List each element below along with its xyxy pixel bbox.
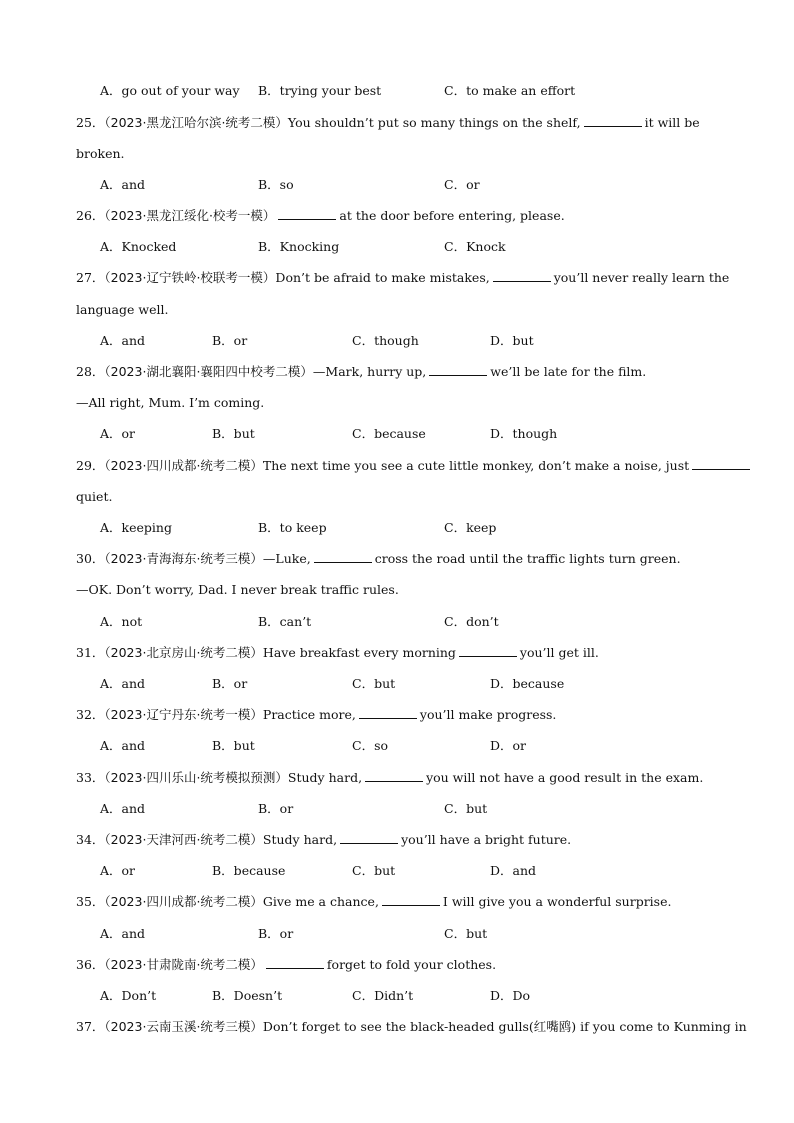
q25-text-pre: You shouldn’t put so many things on the shelf, [287, 115, 581, 130]
q32-text-post: you’ll make progress. [419, 707, 557, 722]
q34-number: 34． [76, 832, 105, 847]
q33-stem [76, 770, 703, 786]
q27-option-c: C．though [352, 333, 419, 348]
q35-blank [382, 894, 440, 906]
q27-stem-cont: language well. [76, 302, 169, 317]
q35-option-b: B．or [258, 926, 294, 941]
q34-text-post: you’ll have a bright future. [401, 832, 572, 847]
q28-stem [76, 364, 646, 380]
q30-blank [314, 551, 372, 563]
q30-text-post: cross the road until the traffic lights turn green. [374, 551, 681, 566]
q34-option-c: C．but [352, 863, 396, 878]
q29-text-pre: The next time you see a cute little monkey, don’t make a noise, just [262, 458, 690, 473]
q24-option-c: C．to make an effort [444, 83, 576, 98]
q37-text-pre: Don’t forget to see the black-headed gulls(红嘴鸥) if you come to Kunming in [262, 1019, 747, 1034]
q36-option-d: D．Do [490, 988, 531, 1003]
q36-text-post: forget to fold your clothes. [326, 957, 497, 972]
q30-source: （2023·青海海东·统考三模） [104, 551, 263, 566]
q30-stem [76, 551, 681, 567]
q25-number: 25． [76, 115, 105, 130]
q31-option-a: A．and [100, 676, 146, 691]
q34-option-d: D．and [490, 863, 537, 878]
q33-number: 33． [76, 770, 105, 785]
q30-option-a: A．not [100, 614, 143, 629]
q32-number: 32． [76, 707, 105, 722]
q32-option-b: B．but [212, 738, 255, 753]
q27-option-b: B．or [212, 333, 248, 348]
q33-option-a: A．and [100, 801, 146, 816]
q35-source: （2023·四川成都·统考二模） [104, 894, 263, 909]
q34-option-a: A．or [100, 863, 136, 878]
q33-source: （2023·四川乐山·统考模拟预测） [104, 770, 288, 785]
q25-source: （2023·黑龙江哈尔滨·统考二模） [104, 115, 288, 130]
q34-option-b: B．because [212, 863, 286, 878]
q32-text-pre: Practice more, [262, 707, 356, 722]
q32-option-d: D．or [490, 738, 527, 753]
q25-stem [76, 115, 700, 131]
q34-stem [76, 832, 571, 848]
q28-text-post: we’ll be late for the film. [490, 364, 647, 379]
q31-text-pre: Have breakfast every morning [262, 645, 456, 660]
q35-option-c: C．but [444, 926, 488, 941]
q30-option-c: C．don’t [444, 614, 499, 629]
q24-option-a: A．go out of your way [100, 83, 240, 98]
q28-option-b: B．but [212, 426, 255, 441]
q33-text-post: you will not have a good result in the exam. [426, 770, 704, 785]
q34-blank [340, 832, 398, 844]
q28-source: （2023·湖北襄阳·襄阳四中校考二模） [104, 364, 313, 379]
q32-stem [76, 707, 556, 723]
q27-blank [493, 270, 551, 282]
q26-blank [278, 208, 336, 220]
q36-blank [266, 957, 324, 969]
q34-source: （2023·天津河西·统考二模） [104, 832, 263, 847]
q33-blank [365, 770, 423, 782]
q25-text-post: it will be [644, 115, 700, 130]
q28-option-a: A．or [100, 426, 136, 441]
q26-option-c: C．Knock [444, 239, 506, 254]
q30-stem-cont: —OK. Don’t worry, Dad. I never break traffic rules. [76, 582, 399, 597]
q25-blank [584, 115, 642, 127]
q29-option-b: B．to keep [258, 520, 327, 535]
q37-source: （2023·云南玉溪·统考三模） [104, 1019, 263, 1034]
q27-option-d: D．but [490, 333, 534, 348]
q37-number: 37． [76, 1019, 105, 1034]
q26-option-b: B．Knocking [258, 239, 340, 254]
q27-text-pre: Don’t be afraid to make mistakes, [275, 270, 490, 285]
q28-number: 28． [76, 364, 105, 379]
q37-stem [76, 1019, 747, 1035]
q30-option-b: B．can’t [258, 614, 312, 629]
q26-source: （2023·黑龙江绥化·校考一模） [104, 208, 276, 223]
q33-option-c: C．but [444, 801, 488, 816]
q35-stem [76, 894, 671, 910]
q27-stem [76, 270, 729, 286]
q35-option-a: A．and [100, 926, 146, 941]
q27-text-post: you’ll never really learn the [553, 270, 730, 285]
q24-option-b: B．trying your best [258, 83, 382, 98]
q32-source: （2023·辽宁丹东·统考一模） [104, 707, 263, 722]
q30-number: 30． [76, 551, 105, 566]
q33-option-b: B．or [258, 801, 294, 816]
q25-option-c: C．or [444, 177, 480, 192]
q28-option-d: D．though [490, 426, 558, 441]
q28-blank [429, 364, 487, 376]
q26-stem [76, 208, 565, 224]
q28-text-pre: —Mark, hurry up, [312, 364, 427, 379]
q25-stem-cont: broken. [76, 146, 125, 161]
q36-stem [76, 957, 496, 973]
q25-option-a: A．and [100, 177, 146, 192]
q26-text-post: at the door before entering, please. [339, 208, 565, 223]
q29-option-a: A．keeping [100, 520, 172, 535]
q28-stem-cont: —All right, Mum. I’m coming. [76, 395, 265, 410]
q36-option-b: B．Doesn’t [212, 988, 283, 1003]
q26-number: 26． [76, 208, 105, 223]
q36-option-a: A．Don’t [100, 988, 157, 1003]
q35-text-pre: Give me a chance, [262, 894, 379, 909]
q29-stem-cont: quiet. [76, 489, 113, 504]
q31-option-c: C．but [352, 676, 396, 691]
q30-text-pre: —Luke, [262, 551, 311, 566]
q25-option-b: B．so [258, 177, 294, 192]
q34-text-pre: Study hard, [262, 832, 338, 847]
q32-option-c: C．so [352, 738, 389, 753]
q35-number: 35． [76, 894, 105, 909]
q29-blank [692, 458, 750, 470]
q31-stem [76, 645, 599, 661]
q29-stem [76, 458, 753, 474]
q31-source: （2023·北京房山·统考二模） [104, 645, 263, 660]
q31-option-b: B．or [212, 676, 248, 691]
q32-blank [359, 707, 417, 719]
q27-option-a: A．and [100, 333, 146, 348]
q27-source: （2023·辽宁铁岭·校联考一模） [104, 270, 276, 285]
q29-number: 29． [76, 458, 105, 473]
q36-option-c: C．Didn’t [352, 988, 414, 1003]
q36-number: 36． [76, 957, 105, 972]
q35-text-post: I will give you a wonderful surprise. [442, 894, 672, 909]
q32-option-a: A．and [100, 738, 146, 753]
q31-text-post: you’ll get ill. [519, 645, 599, 660]
q31-option-d: D．because [490, 676, 565, 691]
q36-source: （2023·甘肃陇南·统考二模） [104, 957, 263, 972]
q27-number: 27． [76, 270, 105, 285]
q26-option-a: A．Knocked [100, 239, 177, 254]
q29-source: （2023·四川成都·统考二模） [104, 458, 263, 473]
q28-option-c: C．because [352, 426, 426, 441]
q33-text-pre: Study hard, [287, 770, 363, 785]
q29-option-c: C．keep [444, 520, 497, 535]
q31-blank [459, 645, 517, 657]
q31-number: 31． [76, 645, 105, 660]
